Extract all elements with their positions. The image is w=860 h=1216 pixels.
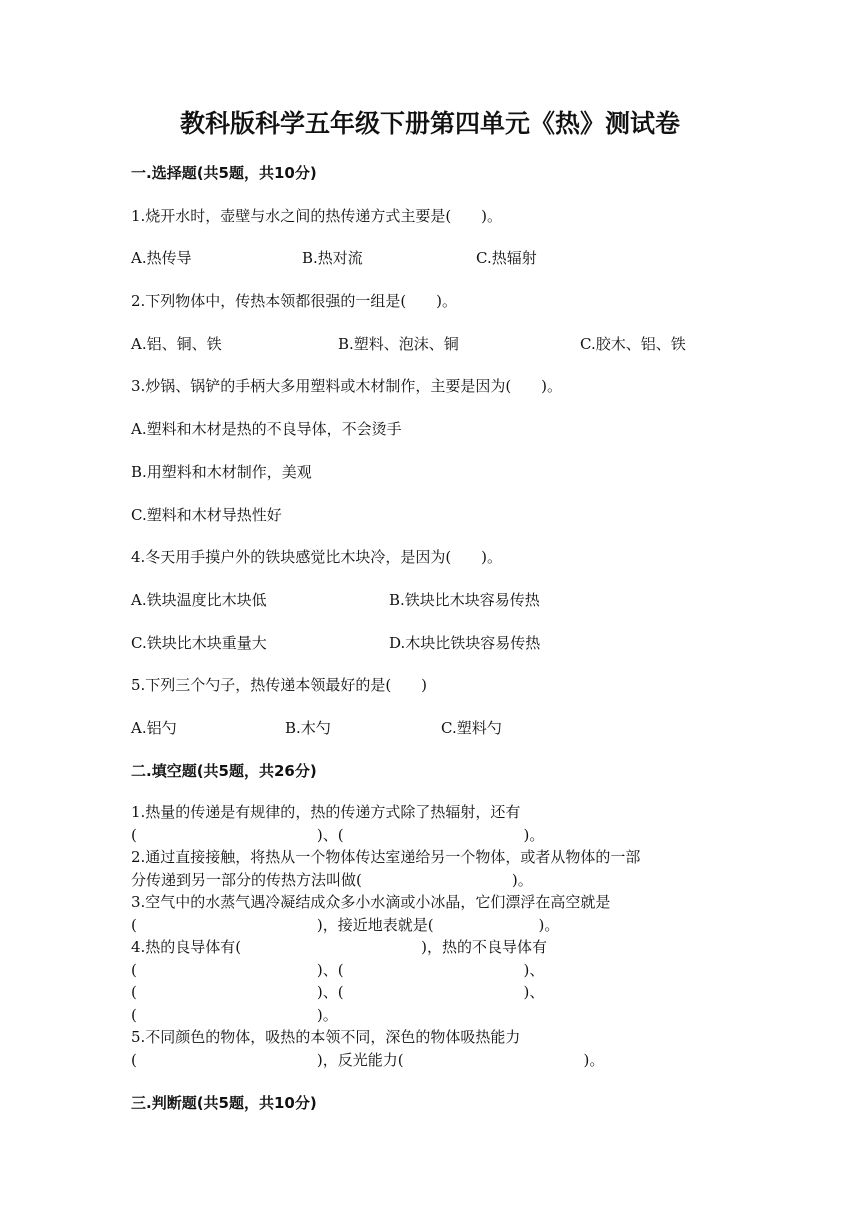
question-4-stem: 4.冬天用手摸户外的铁块感觉比木块冷，是因为( )。 [131,548,503,566]
question-3-option-b: B.用塑料和木材制作，美观 [131,463,312,481]
question-4-option-d: D.木块比铁块容易传热 [389,634,541,652]
fill-line: ( )，接近地表就是( )。 [131,915,560,934]
fill-line: 5.不同颜色的物体，吸热的本领不同，深色的物体吸热能力 [131,1028,521,1046]
fill-line: 3.空气中的水蒸气遇冷凝结成众多小水滴或小冰晶，它们漂浮在高空就是 [131,893,611,911]
question-5-option-c: C.塑料勺 [441,719,502,737]
section-heading-choice: 一.选择题(共5题，共10分) [131,164,317,182]
question-5-stem: 5.下列三个勺子，热传递本领最好的是( ) [131,676,428,694]
fill-line: 4.热的良导体有( )，热的不良导体有 [131,938,548,956]
question-3-stem: 3.炒锅、锅铲的手柄大多用塑料或木材制作，主要是因为( )。 [131,377,563,395]
question-4-option-b: B.铁块比木块容易传热 [389,591,540,609]
question-1-option-b: B.热对流 [302,249,363,267]
question-1-option-a: A.热传导 [131,249,192,267]
page-title: 教科版科学五年级下册第四单元《热》测试卷 [179,109,680,138]
question-2-option-b: B.塑料、泡沫、铜 [338,335,459,353]
question-2-stem: 2.下列物体中，传热本领都很强的一组是( )。 [131,292,458,310]
question-2-option-a: A.铝、铜、铁 [131,335,222,353]
fill-line: 分传递到另一部分的传热方法叫做( )。 [131,870,533,889]
fill-line: 2.通过直接接触，将热从一个物体传达室递给另一个物体，或者从物体的一部 [131,848,641,866]
section-heading-fill-blank: 二.填空题(共5题，共26分) [131,762,317,780]
fill-line: ( )、( )。 [131,825,545,844]
section-heading-true-false: 三.判断题(共5题，共10分) [131,1094,317,1112]
question-3-option-c: C.塑料和木材导热性好 [131,506,282,524]
fill-line: ( )，反光能力( )。 [131,1050,605,1069]
question-5-option-a: A.铝勺 [131,719,177,737]
question-1-option-c: C.热辐射 [476,249,537,267]
question-4-option-a: A.铁块温度比木块低 [131,591,267,609]
question-1-stem: 1.烧开水时，壶壁与水之间的热传递方式主要是( )。 [131,207,503,225]
fill-line: 1.热量的传递是有规律的，热的传递方式除了热辐射，还有 [131,803,521,821]
question-2-option-c: C.胶木、铝、铁 [580,335,686,353]
question-5-option-b: B.木勺 [285,719,331,737]
fill-line: ( )、( )、 [131,983,545,1001]
fill-line: ( )。 [131,1005,338,1024]
question-3-option-a: A.塑料和木材是热的不良导体，不会烫手 [131,420,402,438]
fill-line: ( )、( )、 [131,960,545,979]
question-4-option-c: C.铁块比木块重量大 [131,634,267,652]
